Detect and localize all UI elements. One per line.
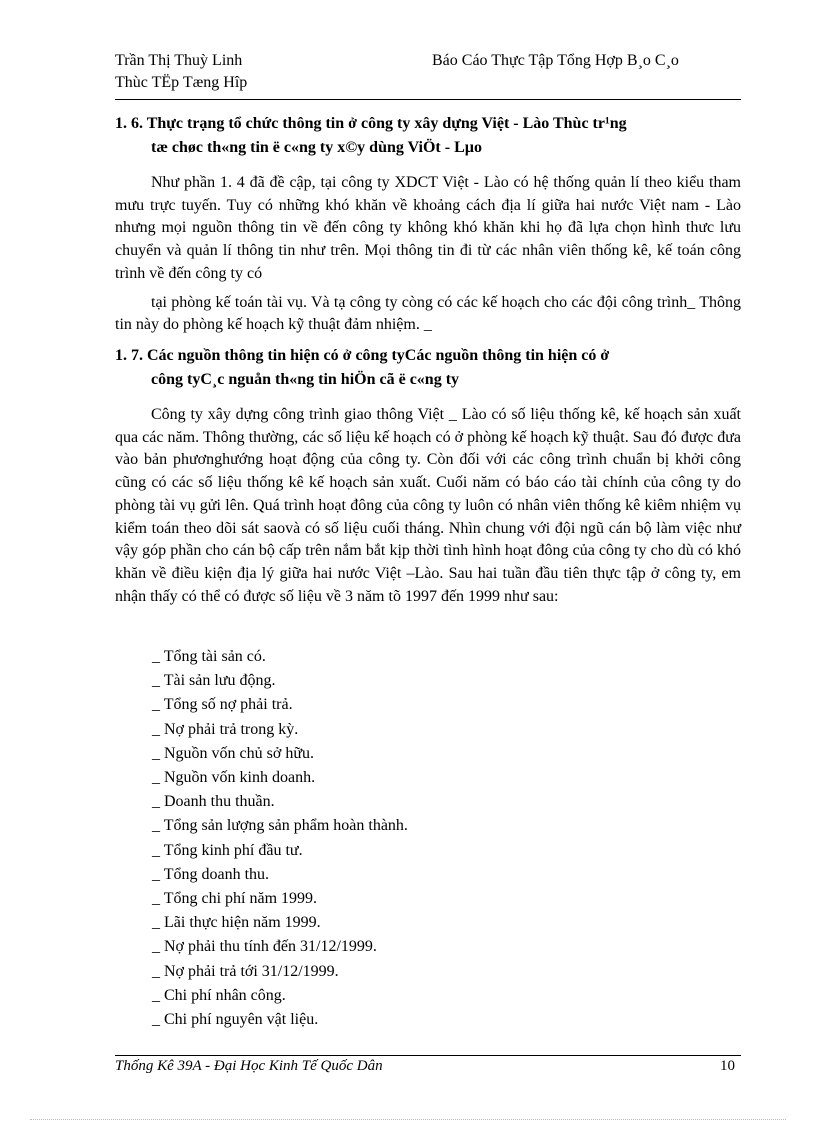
section-1-6-para2: tại phòng kế toán tài vụ. Và tạ công ty còng có các kế hoạch cho các đội công trình_ Thông tin này do phòng kế hoạch kỹ thuật đảm nhiệm. _: [115, 293, 741, 334]
list-item: _ Chi phí nhân công.: [152, 986, 286, 1004]
list-item: _ Tổng chi phí năm 1999.: [152, 890, 318, 908]
section-1-7-heading-line2: công tyC¸c nguån th«ng tin hiÖn cã ë c«ng ty: [151, 371, 460, 388]
list-item: _ Nguồn vốn kinh doanh.: [152, 769, 316, 787]
list-item: _ Doanh thu thuần.: [152, 793, 275, 811]
list-item: _ Lãi thực hiện năm 1999.: [152, 914, 321, 932]
footer-divider: [115, 1055, 741, 1056]
data-items-list: [152, 645, 408, 1032]
section-1-6-heading-line1: 1. 6. Thực trạng tổ chức thông tin ở công ty xây dựng Việt - Lào Thùc tr¹ng: [115, 115, 627, 132]
section-1-6-paragraph: [115, 172, 741, 337]
list-item: _ Nợ phải trả tới 31/12/1999.: [152, 962, 339, 980]
header-author: Trần Thị Thuỳ Linh: [115, 52, 243, 69]
section-1-7-heading: [115, 344, 741, 392]
list-item: _ Nguồn vốn chủ sở hữu.: [152, 744, 315, 762]
section-1-6-heading: [115, 112, 741, 160]
list-item: _ Nợ phải thu tính đến 31/12/1999.: [152, 938, 377, 956]
list-item: _ Tổng số nợ phải trả.: [152, 696, 293, 714]
list-item: _ Nợ phải trả trong kỳ.: [152, 720, 299, 738]
list-item: _ Tổng doanh thu.: [152, 865, 270, 883]
list-item: _ Tổng tài sản có.: [152, 648, 266, 665]
page-number: 10: [720, 1058, 735, 1074]
section-1-7-heading-line1: 1. 7. Các nguồn thông tin hiện có ở công tyCác nguồn thông tin hiện có ở: [115, 347, 610, 364]
header-divider: [115, 99, 741, 100]
page-bottom-dotted-border: [30, 1119, 786, 1120]
footer-text: Thống Kê 39A - Đại Học Kinh Tế Quốc Dân: [115, 1058, 383, 1074]
list-item: _ Chi phí nguyên vật liệu.: [152, 1011, 319, 1029]
section-1-6-para1: Như phần 1. 4 đã đề cập, tại công ty XDCT Việt - Lào có hệ thống quản lí theo kiểu tham mưu trực tuyến. Tuy có những khó khăn về khoảng cách địa lí giữa hai nước Việt nam - Lào nhưng mọi nguồn thông tin về đến công ty không khó khăn khi họ đã lựa chọn hình thưc lưu chuyển và quản lí thông tin như trên. Mọi thông tin đi từ các nhân viên thống kê, kế toán công trình về đến công ty có: [115, 174, 741, 282]
list-item: _ Tổng kinh phí đầu tư.: [152, 841, 303, 859]
list-item: _ Tài sản lưu động.: [152, 672, 276, 690]
section-1-7-paragraph: [115, 404, 741, 608]
section-1-6-heading-line2: tæ chøc th«ng tin ë c«ng ty x©y dùng ViÖt - Lµo: [151, 139, 482, 156]
header-subtitle: Thùc TËp Tæng Hîp: [115, 74, 248, 91]
section-1-7-para: Công ty xây dựng công trình giao thông Việt _ Lào có số liệu thống kê, kế hoạch sản xuất qua các năm. Thông thường, các số liệu kế hoạch có ở phòng kế hoạch kỹ thuật. Sau đó được đưa vào bản phươnghướng hoạt động của công ty. Còn đối với các công trình chuẩn bị khởi công cũng có các số liệu thống kê kế hoạch sản xuất. Cuối năm có báo cáo tài chính của công ty do phòng tài vụ gửi lên. Quá trình hoạt đông của công ty luôn có nhân viên thống kê kiêm nhiệm vụ kiểm toán theo dõi sát saovà có số liệu cuối tháng. Nhìn chung với đội ngũ cán bộ làm việc như vậy góp phần cho cán bộ cấp trên nắm bắt kịp thời tình hình hoạt đông của công ty cho dù có khó khăn về điều kiện địa lý giữa hai nước Việt –Lào. Sau hai tuần đầu tiên thực tập ở công ty, em nhận thấy có thể có được số liệu về 3 năm tõ 1997 đến 1999 như sau:: [115, 406, 741, 605]
list-item: _ Tổng sản lượng sản phẩm hoàn thành.: [152, 817, 408, 835]
header-report-title: Báo Cáo Thực Tập Tổng Hợp B¸o C¸o: [432, 52, 679, 69]
